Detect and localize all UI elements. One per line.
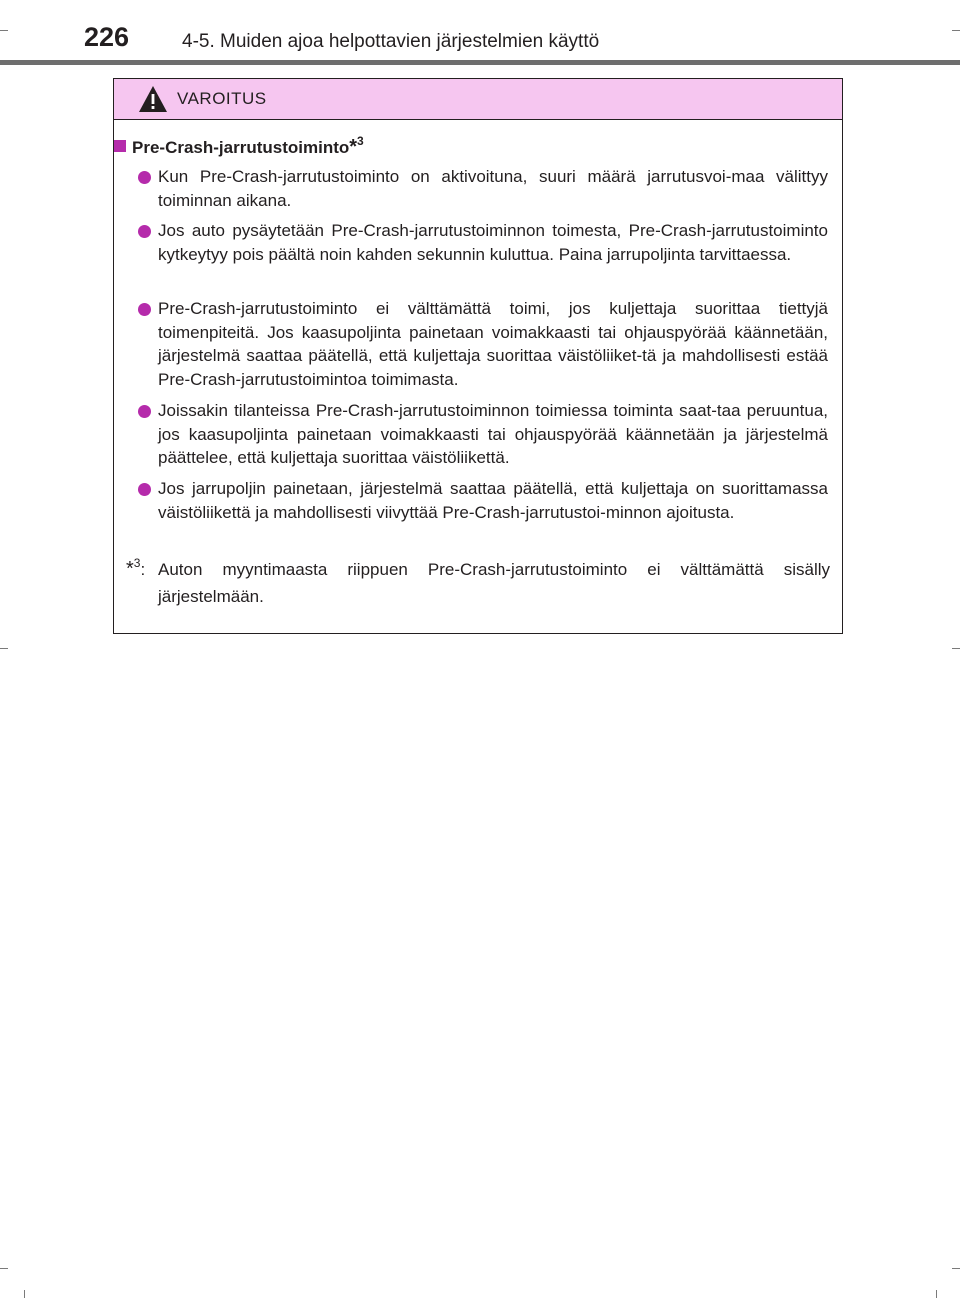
bullet-icon [138,483,151,496]
header-rule [0,60,960,65]
list-item [138,477,828,524]
crop-mark [936,1290,937,1298]
page-header [0,0,960,66]
crop-mark [0,1268,8,1269]
footnote-ref: 3 [357,134,364,148]
page-number: 226 [84,22,130,52]
footnote-colon: : [140,560,146,579]
crop-mark [0,648,8,649]
bullet-icon [138,171,151,184]
list-item [138,219,828,266]
bullet-icon [138,405,151,418]
crop-mark [952,648,960,649]
subheading-text: Pre-Crash-jarrutustoiminto [132,138,350,157]
list-item [138,399,828,470]
list-item-text: Jos auto pysäytetään Pre-Crash-jarrutustoiminnon toimesta, Pre-Crash-jarrutustoiminto kytkeytyy pois päältä noin kahden sekunnin kuluttua. Paina jarrupoljinta tarvittaessa. [158,221,828,264]
bullet-icon [138,303,151,316]
bullet-icon [138,225,151,238]
list-item [138,165,828,212]
warning-label: VAROITUS [177,89,267,108]
section-title: 4-5. Muiden ajoa helpottavien järjestelmien käyttö [182,31,600,52]
warning-box [113,78,843,634]
crop-mark [24,1290,25,1298]
warning-header [114,79,842,120]
list-item-text: Kun Pre-Crash-jarrutustoiminto on aktivoituna, suuri määrä jarrutusvoi-maa välittyy toiminnan aikana. [158,167,828,210]
crop-mark [952,1268,960,1269]
warning-triangle-icon [138,85,168,113]
footnote [126,556,830,610]
footnote-mark: * [349,136,358,158]
footnote-ref: 3 [133,556,141,570]
footnote-mark: * [126,558,134,580]
list-item [138,297,828,391]
list-item-text: Pre-Crash-jarrutustoiminto ei välttämättä toimi, jos kuljettaja suorittaa tiettyjä toimenpiteitä. Jos kaasupoljinta painetaan voimakkaasti tai ohjauspyörää käännetään, järjestelmä saattaa päätellä, että kuljettaja suorittaa väistöliiket-tä ja mahdollisesti estää Pre-Crash-jarrutustoimintoa toimimasta. [158,299,828,389]
list-item-text: Jos jarrupoljin painetaan, järjestelmä saattaa päätellä, että kuljettaja on suorittamassa väistöliikettä ja mahdollisesti viivyttää Pre-Crash-jarrutustoi-minnon ajoitusta. [158,479,828,522]
square-bullet-icon [114,140,126,152]
list-item-text: Joissakin tilanteissa Pre-Crash-jarrutustoiminnon toimiessa toiminta saat-taa peruuntua, jos kaasupoljinta painetaan voimakkaasti tai ohjauspyörää käännetään ja järjestelmä päättelee, että kuljettaja suorittaa väistöliikettä. [158,401,828,467]
footnote-text: Auton myyntimaasta riippuen Pre-Crash-jarrutustoiminto ei välttämättä sisälly järjestelmään. [158,560,830,606]
